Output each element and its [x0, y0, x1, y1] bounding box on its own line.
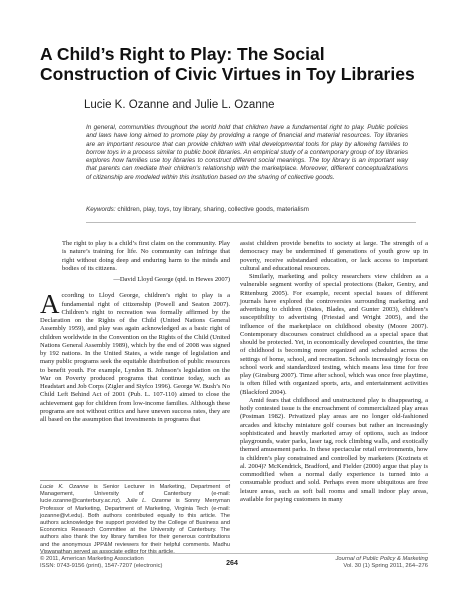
- article-title: A Child’s Right to Play: The Social Construction of Civic Virtues in Toy Libraries: [40, 44, 415, 84]
- journal-name: Journal of Public Policy & Marketing: [335, 556, 428, 562]
- intro-paragraph-text: ccording to Lloyd George, children’s right to play is a fundamental right of citizenship (Powell and Seaton 2007). Children’s right to recreation was formally affirmed by the Declaration on the Rights of the Child (United Nations General Assembly 1959), and play was again acknowledged as a basic right of children worldwide in the Convention on the Rights of the Child (United Nations General Assembly 1989), which by the end of 2008 was signed by 192 nations. In the United States, a wide range of legislation and many public programs seek the equitable distribution of public resources to benefit youth. For example, Lyndon B. Johnson’s legislation on the War on Poverty produced programs that continue today, such as Headstart and Job Corps (Zigler and Styfco 1996). George W. Bush’s No Child Left Behind Act of 2001 (Pub. L. 107-110) aimed to close the achievement gap for children from low-income families. Although these programs are not without critics and have uneven success rates, they are all based on the assumption that investments in programs that: [40, 292, 230, 423]
- epigraph-quote: The right to play is a child’s first claim on the community. Play is nature’s training for life. No community can infringe that right without doing deep and enduring harm to the minds and bodies of its citizens.: [62, 240, 230, 272]
- epigraph-attribution: —David Lloyd George (qtd. in Hewes 2007): [113, 276, 230, 283]
- footnote-author-2: Julie L. Ozanne: [126, 498, 172, 505]
- right-paragraph-2: Similarly, marketing and policy researchers view children as a vulnerable segment worthy of special protections (Baker, Gentry, and Rittenburg 2005). For example, recent special issues of different journals have explored the controversies surrounding marketing and advertising to children (Oates, Blades, and Gunter 2003), children’s susceptibility to advertising (Friestad and Wright 2005), and the influence of the marketplace on childhood obesity (Moore 2007). Contemporary discourses construct childhood as a special space that should be protected. Yet, in economically developed countries, the time of childhood is becoming more organized and scheduled across the settings of home, school, and recreation. Schools increasingly focus on school work and standardized testing, which means less time for free play (Ginsburg 2007). Time after school, which was once free playtime, is often filled with organized sports, arts, and entertainment activities (Blackford 2004).: [240, 273, 428, 396]
- right-column: [240, 240, 428, 504]
- keywords-label: Keywords:: [86, 206, 116, 213]
- drop-cap: A: [40, 289, 60, 320]
- journal-volume: Vol. 30 (1) Spring 2011, 264–276: [343, 563, 428, 570]
- footer-right: [300, 556, 428, 571]
- copyright-line: © 2011, American Marketing Association: [40, 556, 144, 562]
- keywords-list: children, play, toys, toy library, sharing, collective goods, materialism: [117, 206, 309, 213]
- footer-divider: [40, 553, 428, 554]
- article-keywords: [86, 206, 408, 214]
- intro-paragraph: [40, 289, 230, 424]
- author-footnote: [40, 484, 230, 556]
- article-authors: Lucie K. Ozanne and Julie L. Ozanne: [84, 99, 275, 111]
- issn-line: ISSN: 0743-9156 (print), 1547-7207 (electronic): [40, 563, 163, 570]
- footnote-author-1: Lucie K. Ozanne: [40, 484, 89, 490]
- footer-left: [40, 556, 190, 571]
- right-paragraph-1: assist children provide benefits to society at large. The strength of a democracy may be undermined if generations of youth grow up in poverty, receive substandard education, or lack access to important cultural and educational resources.: [240, 240, 428, 272]
- page-number: 264: [226, 560, 238, 567]
- footnote-author-2-text: is Sonny Merryman Professor of Marketing, Department of Marketing, Virginia Tech (e-mail: jozanne@vt.edu). Both authors contributed equally to this article. The authors acknowledge the support provided by the College of Business and Economics Research Committee at the University of Canterbury. The authors also thank the toy library families for their generous contributions and the anonymous JPP&M reviewers for their helpful comments. Madhu Viswanathan served as associate editor for this article.: [40, 498, 230, 555]
- footnote-author-1-text: is Senior Lecturer in Marketing, Department of Management, University of Canterbury (e-mail: lucie.ozanne@canterbury.ac.nz).: [40, 484, 231, 505]
- footnote-divider: [40, 480, 230, 481]
- header-divider: [86, 222, 416, 223]
- right-paragraph-3: Amid fears that childhood and unstructured play is disappearing, a hotly contested issue is the encroachment of commercialized play areas (Postman 1982). Privatized play areas are no longer old-fashioned arcades and kitschy miniature golf courses but rather an increasingly sophisticated and heavily marketed array of options, such as indoor playgrounds, water parks, laser tag, rock climbing walls, and exotically themed amusement parks. In these spectacular retail environments, how is children’s play constrained and controlled by marketers (Kozinets et al. 2004)? McKendrick, Bradford, and Fielder (2000) argue that play is commodified when a normal daily experience is turned into a consumable product and sold. Perhaps even more ubiquitous are free leisure areas, such as soft ball rooms and small indoor play areas, available for paying customers in many: [240, 396, 428, 503]
- article-abstract: In general, communities throughout the world hold that children have a fundamental right to play. Public policies and laws have long aimed to promote play by providing a range of financial and material resources. Toy libraries are an important resource that can provide children with vital developmental tools for play by allowing families to borrow toys in a process similar to public book libraries. An empirical study of a contemporary group of toy libraries explores how families use toy libraries to construct different social meanings. The toy library is an important way that parents can mediate their children’s relationship with the marketplace. Moreover, different conceptualizations of citizenship are modeled within this institution based on the sharing of collective goods.: [86, 124, 408, 181]
- left-column: [40, 240, 230, 424]
